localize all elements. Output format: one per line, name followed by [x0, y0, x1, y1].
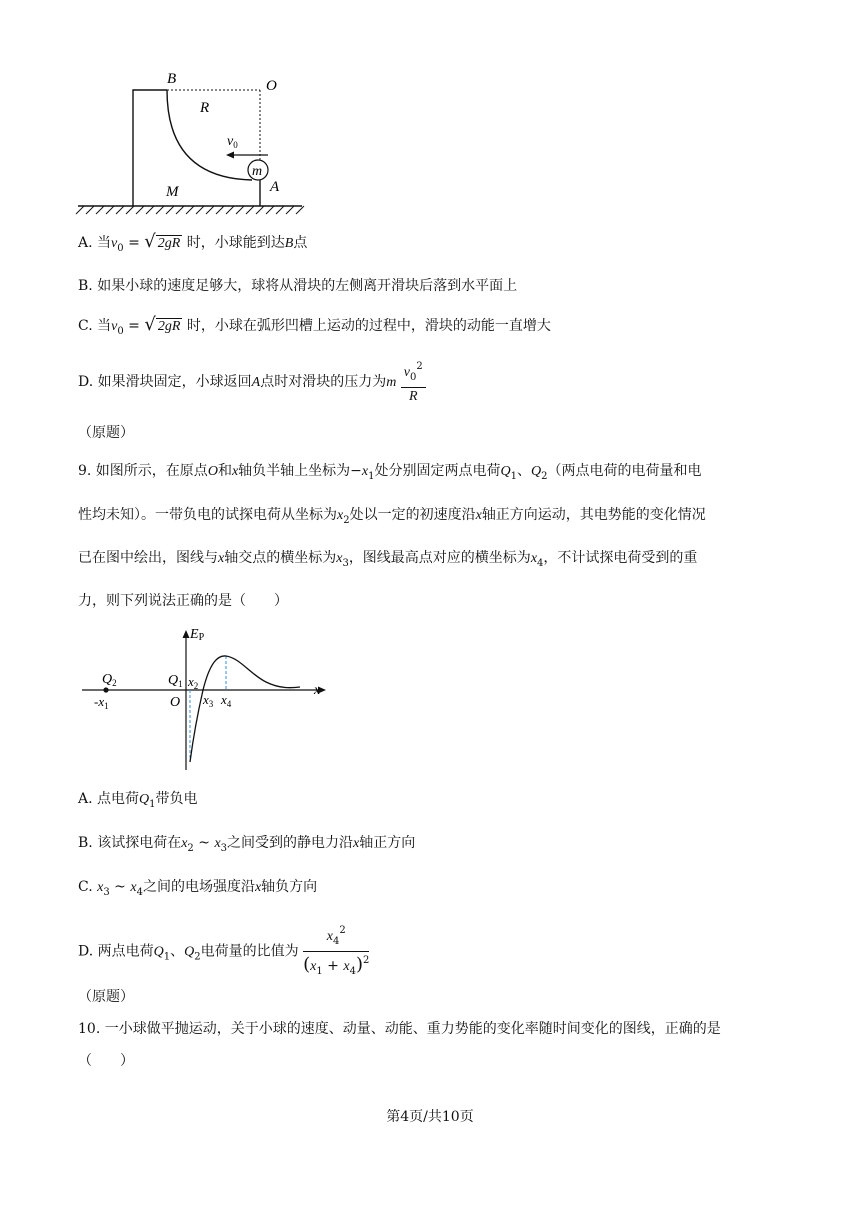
- label-x2: $x_2$: [188, 674, 199, 691]
- page-footer: 第4页/共10页: [386, 1109, 474, 1125]
- label-O: O: [266, 78, 277, 94]
- q8-option-a: A. 当$v_0$ = √ 2gR 时，小球能到达B点: [78, 231, 308, 254]
- arc-groove: [167, 90, 252, 180]
- label-q1: $Q_1$: [168, 673, 183, 689]
- source-tag-2: （原题）: [78, 989, 134, 1005]
- q9-line3: 已在图中绘出，图线与x轴交点的横坐标为$x_3$，图线最高点对应的横坐标为$x_4$，不计试探电荷受到的重: [78, 550, 698, 569]
- label-neg-x1: $-x_1$: [94, 694, 109, 711]
- label-ep: EP: [190, 627, 205, 643]
- ratio-fraction: $\frac{x_4^2}{(x_1 + x_4)^2}$: [303, 922, 369, 981]
- q2-point: [103, 687, 108, 692]
- label-x3: $x_3$: [203, 692, 214, 709]
- label-M: M: [166, 184, 179, 200]
- q10-line2: （ ）: [78, 1053, 134, 1069]
- q9-option-d: D. 两点电荷$Q_1$、$Q_2$电荷量的比值为 $\frac{x_4^2}{(x_1 + x_4)^2}$: [78, 922, 369, 981]
- label-origin: O: [170, 695, 181, 710]
- q9-line1: 9. 如图所示，在原点O和x轴负半轴上坐标为$-x_1$处分别固定两点电荷$Q_1$、$Q_2$（两点电荷的电荷量和电: [78, 463, 702, 482]
- q9-option-b: B. 该试探电荷在$x_2$ ~ $x_3$之间受到的静电力沿x轴正方向: [78, 835, 416, 854]
- label-R: R: [200, 100, 210, 116]
- ground-hatch: [76, 206, 304, 214]
- q9-option-c: C. $x_3$ ~ $x_4$之间的电场强度沿x轴负方向: [78, 879, 318, 898]
- source-tag-1: （原题）: [78, 425, 134, 441]
- q10-line1: 10. 一小球做平抛运动，关于小球的速度、动量、动能、重力势能的变化率随时间变化的图线，正确的是: [78, 1021, 721, 1037]
- slider-figure: [70, 68, 320, 218]
- arrow-head-icon: [226, 152, 234, 159]
- label-v0: $v_0$: [227, 134, 238, 150]
- label-B: B: [167, 71, 177, 87]
- label-q2: $Q_2$: [102, 672, 117, 688]
- ep-x-graph: [70, 622, 340, 772]
- label-x4: $x_4$: [221, 692, 232, 709]
- q8-option-c: C. 当$v_0$ = √ 2gR 时，小球在弧形凹槽上运动的过程中，滑块的动能一直增大: [78, 314, 551, 337]
- block-outline: [133, 90, 167, 206]
- q9-line2: 性均未知）。一带负电的试探电荷从坐标为$x_2$处以一定的初速度沿x轴正方向运动，其电势能的变化情况: [78, 507, 706, 526]
- label-A: A: [270, 179, 280, 195]
- y-axis-arrow-icon: [183, 630, 190, 638]
- label-x-axis: x: [314, 683, 321, 698]
- q9-line4: 力，则下列说法正确的是（ ）: [78, 593, 288, 609]
- q8-option-d: D. 如果滑块固定，小球返回A点时对滑块的压力为m $\frac{v_0^2}{R}$: [78, 358, 426, 406]
- d-fraction: $\frac{v_0^2}{R}$: [401, 358, 426, 406]
- ep-curve: [190, 656, 300, 762]
- label-m: m: [252, 164, 263, 179]
- q8-option-b: B. 如果小球的速度足够大，球将从滑块的左侧离开滑块后落到水平面上: [78, 278, 518, 294]
- q9-option-a: A. 点电荷$Q_1$带负电: [78, 791, 198, 810]
